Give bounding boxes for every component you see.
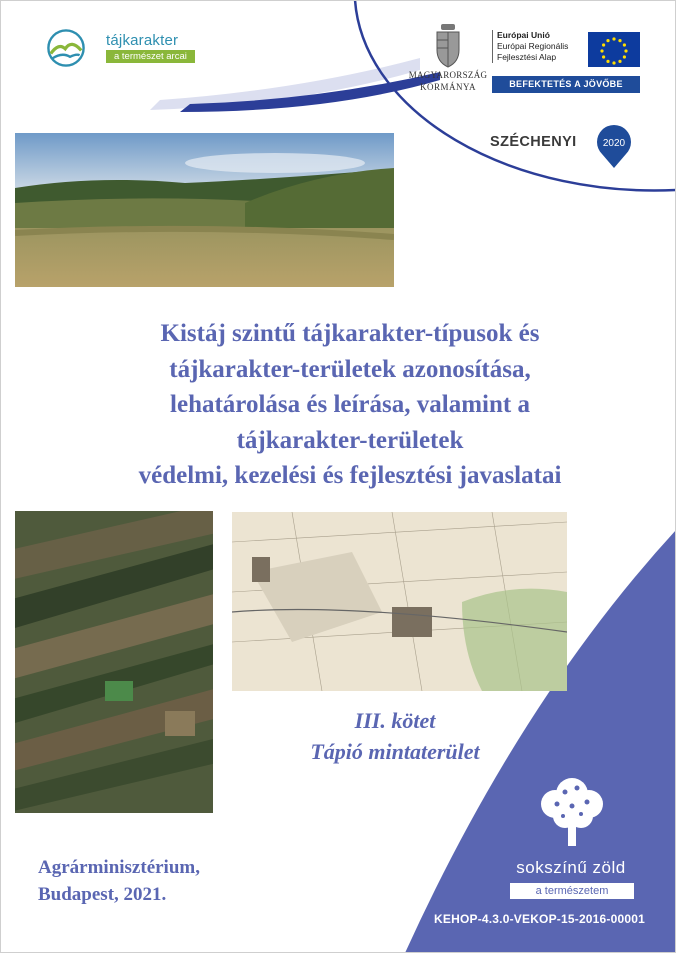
eu-fund-logo xyxy=(492,30,642,94)
project-code: KEHOP-4.3.0-VEKOP-15-2016-00001 xyxy=(434,912,645,926)
satellite-image xyxy=(15,511,213,813)
publisher-org: Agrárminisztérium, xyxy=(38,857,200,878)
topographic-map xyxy=(232,512,567,691)
volume-area: Tápió mintaterület xyxy=(310,739,480,764)
invest-in-future-banner: BEFEKTETÉS A JÖVŐBE xyxy=(492,76,640,93)
publisher-block xyxy=(38,854,200,908)
sokszinu-zold-tagline: a természetem xyxy=(510,883,634,899)
eu-line2: Európai Regionális xyxy=(497,41,569,51)
szechenyi-year: 2020 xyxy=(602,138,626,149)
map-pin-icon xyxy=(594,124,634,170)
volume-heading xyxy=(230,705,560,767)
eu-flag-icon xyxy=(588,32,640,67)
volume-number: III. kötet xyxy=(354,708,436,733)
tajkarakter-name: tájkarakter xyxy=(106,32,179,49)
eu-text xyxy=(492,30,587,63)
tajkarakter-tagline: a természet arcai xyxy=(106,50,195,63)
title-line-3: lehatárolása és leírása, valamint a xyxy=(170,391,530,418)
szechenyi-word: SZÉCHENYI xyxy=(490,134,577,150)
title-line-1: Kistáj szintű tájkarakter-típusok és xyxy=(160,320,540,347)
sokszinu-zold-name: sokszínű zöld xyxy=(516,858,626,877)
title-line-4: tájkarakter-területek xyxy=(236,426,464,454)
coat-of-arms-icon xyxy=(433,22,463,68)
hungarian-government-logo xyxy=(403,22,493,110)
landscape-circle-icon xyxy=(46,28,86,68)
title-line-5: védelmi, kezelési és fejlesztési javaslatai xyxy=(138,462,562,489)
eu-line1: Európai Unió xyxy=(497,30,550,40)
title-line-2: tájkarakter-területek azonosítása, xyxy=(169,355,531,383)
publisher-place-year: Budapest, 2021. xyxy=(38,884,167,905)
tree-icon xyxy=(535,772,609,852)
tajkarakter-logo xyxy=(46,28,216,76)
szechenyi-2020-logo xyxy=(490,124,640,168)
eu-line3: Fejlesztési Alap xyxy=(497,52,557,62)
landscape-photo xyxy=(15,133,394,287)
government-line1: MAGYARORSZÁG xyxy=(408,70,488,80)
government-line2: KORMÁNYA xyxy=(419,82,476,92)
document-title xyxy=(40,316,660,494)
